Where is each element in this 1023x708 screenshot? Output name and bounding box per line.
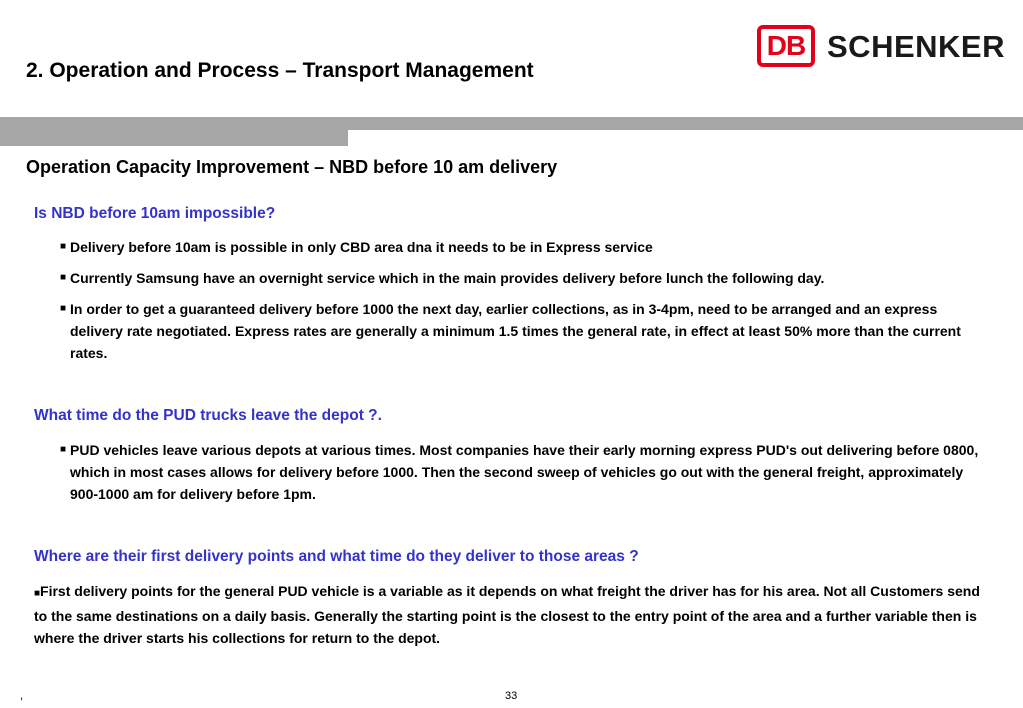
paragraph-text: First delivery points for the general PUD vehicle is a variable as it depends on what freight the driver has for his area. Not all Customers send to the same destinations on a daily basis. Generally the starting point is the closest to the entry point of the area and a further variable then is where the driver starts his collections for return to the depot. [34, 583, 980, 646]
page-number: 33 [505, 690, 518, 702]
paragraph-item [34, 580, 984, 649]
db-schenker-logo [757, 25, 1005, 67]
section-subtitle: Operation Capacity Improvement – NBD before 10 am delivery [26, 157, 558, 177]
schenker-wordmark: SCHENKER [827, 28, 1005, 64]
question-heading: Where are their first delivery points and what time do they deliver to those areas ? [34, 548, 639, 565]
bullet-square-icon: ■ [60, 241, 67, 252]
header-band-dark [0, 117, 348, 146]
header-band-light [348, 117, 1023, 130]
bullet-text: PUD vehicles leave various depots at various times. Most companies have their early morning express PUD's out delivering before 0800, which in most cases allows for delivery before 1000. Then the second sweep of vehicles go out with the general freight, approximately 900-1000 am for delivery before 1pm. [70, 442, 979, 502]
db-logo-mark: DB [757, 25, 815, 67]
bullet-item [60, 298, 990, 364]
slide-title: 2. Operation and Process – Transport Management [26, 59, 534, 82]
bullet-square-icon: ■ [60, 444, 67, 455]
footer-mark: , [20, 690, 24, 702]
bullet-text: Delivery before 10am is possible in only CBD area dna it needs to be in Express service [70, 239, 653, 255]
bullet-item [60, 439, 990, 505]
bullet-item [60, 267, 990, 289]
bullet-item [60, 236, 990, 258]
question-heading: Is NBD before 10am impossible? [34, 205, 276, 222]
bullet-text: Currently Samsung have an overnight service which in the main provides delivery before lunch the following day. [70, 270, 825, 286]
bullet-text: In order to get a guaranteed delivery before 1000 the next day, earlier collections, as in 3-4pm, need to be arranged and an express delivery rate negotiated. Express rates are generally a minimum 1.5 times the general rate, in effect at least 50% more than the current rates. [70, 301, 961, 361]
bullet-square-icon: ■ [60, 272, 67, 283]
question-heading: What time do the PUD trucks leave the depot ?. [34, 407, 382, 424]
bullet-square-icon: ■ [60, 303, 67, 314]
bullet-square-icon: ■ [34, 588, 41, 599]
